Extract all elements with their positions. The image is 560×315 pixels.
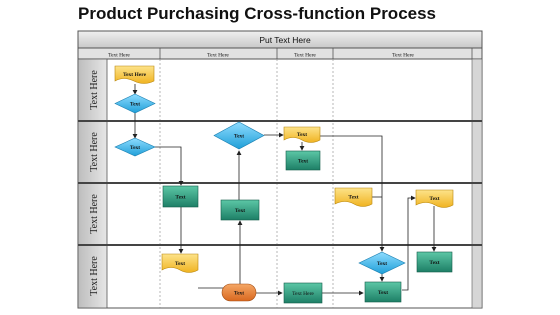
column-header-bar <box>78 48 482 59</box>
terminator-node-label: Text <box>233 290 245 297</box>
process-node-6-label: Text <box>377 290 389 296</box>
decision-node-4-label: Text <box>376 261 388 267</box>
column-header-1: Text Here <box>108 52 130 59</box>
process-node-1-label: Text <box>297 158 309 165</box>
process-node-3-label: Text <box>234 208 246 214</box>
decision-node-3-label: Text <box>233 133 245 140</box>
process-node-4-label: Text <box>429 260 440 266</box>
lane-label-1: Text Here <box>89 70 100 110</box>
document-node-4-label: Text <box>174 261 186 267</box>
lane-label-3: Text Here <box>89 194 100 234</box>
main-header-label: Put Text Here <box>259 35 311 45</box>
column-header-4: Text Here <box>392 52 414 59</box>
column-header-3: Text Here <box>294 52 316 59</box>
page-title: Product Purchasing Cross-function Process <box>78 4 437 23</box>
process-node-5-label: Text Here <box>292 291 314 297</box>
start-document-label: Text Here <box>122 72 147 78</box>
decision-node-2-label: Text <box>129 145 141 151</box>
lane-label-4: Text Here <box>89 256 100 296</box>
document-node-3-label: Text <box>429 196 440 202</box>
decision-node-1-label: Text <box>129 101 141 108</box>
process-node-2-label: Text <box>175 194 186 201</box>
document-node-1-label: Text <box>296 132 308 138</box>
column-header-2: Text Here <box>207 52 229 59</box>
document-node-2-label: Text <box>348 194 359 201</box>
lane-label-2: Text Here <box>89 132 100 172</box>
